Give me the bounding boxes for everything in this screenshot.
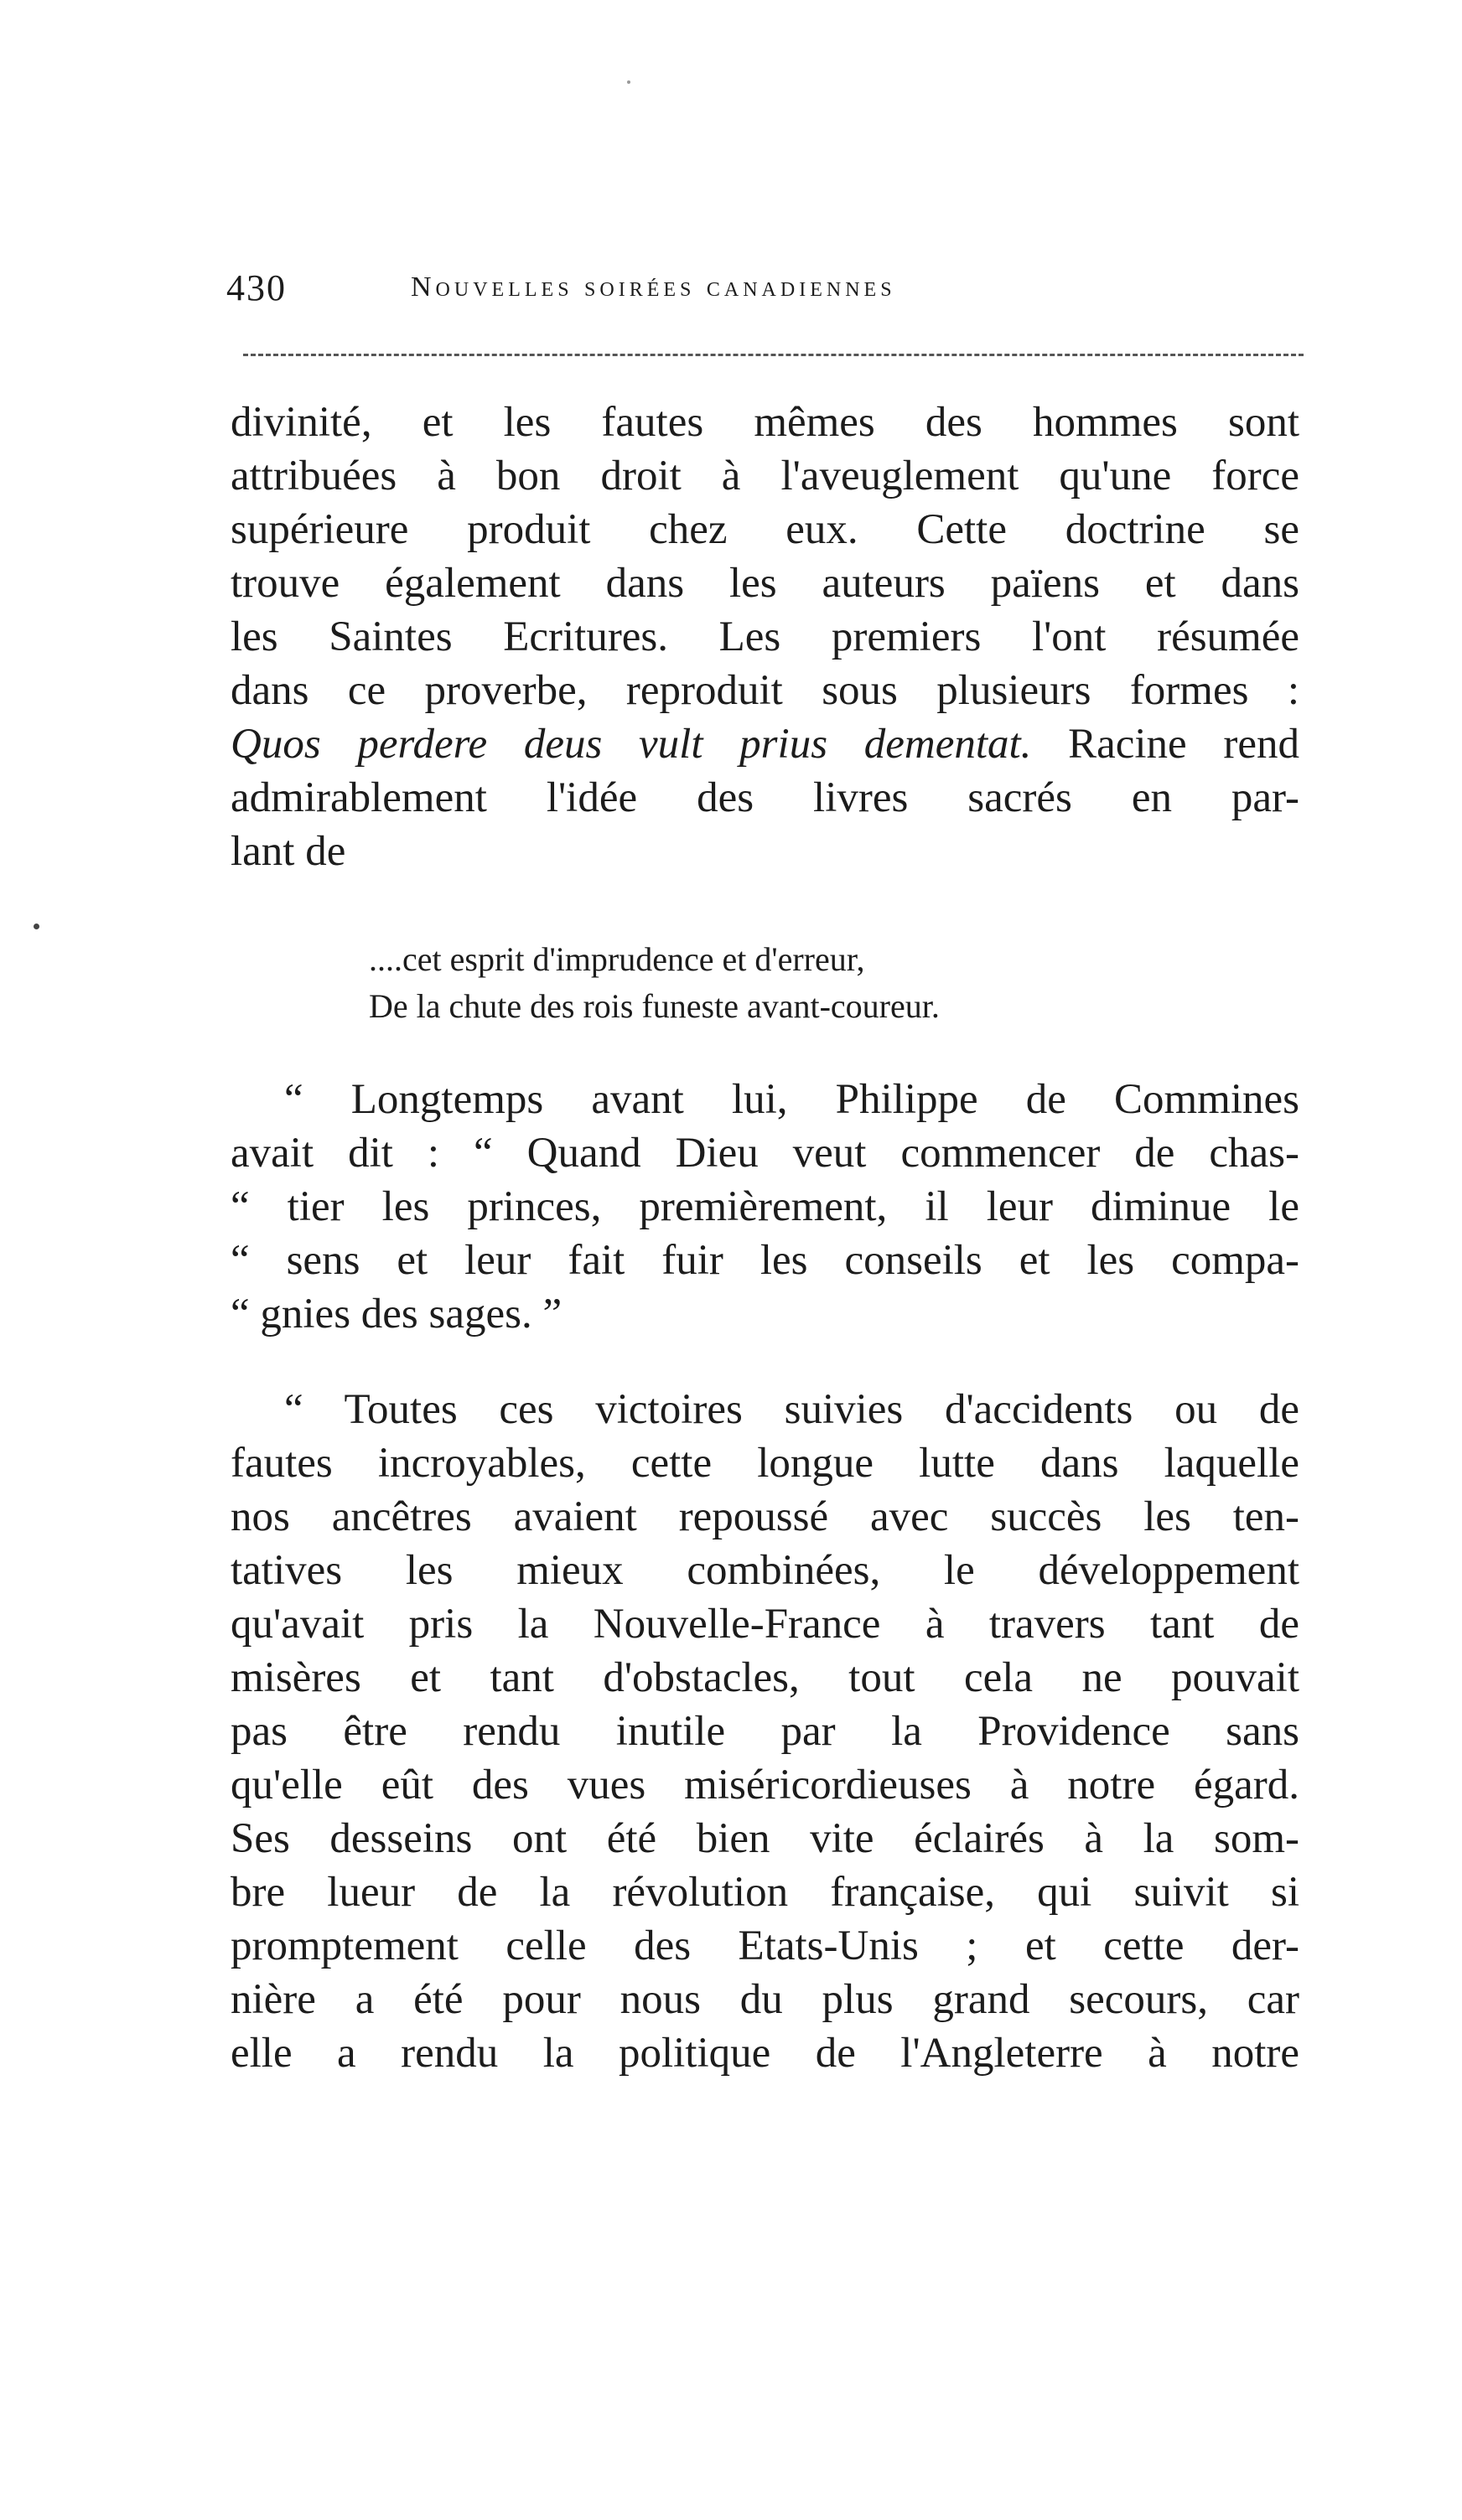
text-line: trouve également dans les auteurs païens et dans: [231, 560, 1299, 607]
verse-line: ....cet esprit d'imprudence et d'erreur,: [369, 940, 865, 978]
text-line: bre lueur de la révolution française, qui suivit si: [231, 1869, 1299, 1916]
ink-speck: [34, 924, 39, 929]
text-line: les Saintes Ecritures. Les premiers l'ont résumée: [231, 613, 1299, 660]
text-line: Ses desseins ont été bien vite éclairés à la som-: [231, 1815, 1299, 1862]
latin-quote: Quos perdere deus vult prius dementat.: [231, 721, 1032, 768]
ink-speck: [627, 80, 630, 84]
text-line: “ sens et leur fait fuir les conseils et les compa-: [231, 1237, 1299, 1284]
paragraph-1: [231, 396, 1299, 878]
text-line: dans ce proverbe, reproduit sous plusieurs formes :: [231, 667, 1299, 714]
verse-line: De la chute des rois funeste avant-coureur.: [369, 987, 940, 1025]
text-line: nos ancêtres avaient repoussé avec succès les ten-: [231, 1493, 1299, 1540]
text-line: avait dit : “ Quand Dieu veut commencer de chas-: [231, 1130, 1299, 1177]
header-rule: [243, 354, 1304, 356]
text-line: nière a été pour nous du plus grand secours, car: [231, 1976, 1299, 2023]
paragraph-2: [231, 1073, 1299, 1341]
text-line: “ gnies des sages. ”: [231, 1291, 563, 1338]
text-line: [231, 717, 1299, 771]
text-line: pas être rendu inutile par la Providence sans: [231, 1708, 1299, 1755]
text-line: qu'elle eût des vues miséricordieuses à notre égard.: [231, 1762, 1299, 1809]
text-line: attribuées à bon droit à l'aveuglement qu'une force: [231, 453, 1299, 499]
verse-quotation: [369, 936, 1207, 1030]
text-line: promptement celle des Etats-Unis ; et cette der-: [231, 1922, 1299, 1969]
text-fragment: Racine rend: [1031, 721, 1299, 768]
text-line: divinité, et les fautes mêmes des hommes sont: [231, 399, 1299, 446]
text-line: qu'avait pris la Nouvelle-France à travers tant de: [231, 1601, 1299, 1648]
text-line: “ tier les princes, premièrement, il leur diminue le: [231, 1183, 1299, 1230]
paragraph-3: [231, 1383, 1299, 2080]
text-line: lant de: [231, 828, 346, 875]
text-line: fautes incroyables, cette longue lutte dans laquelle: [231, 1440, 1299, 1487]
page-header: [226, 266, 1308, 317]
running-title: Nouvelles soirées canadiennes: [411, 272, 896, 303]
text-line: “ Toutes ces victoires suivies d'accidents ou de: [284, 1386, 1299, 1433]
text-line: “ Longtemps avant lui, Philippe de Commines: [284, 1076, 1299, 1123]
text-line: tatives les mieux combinées, le développement: [231, 1547, 1299, 1594]
text-line: elle a rendu la politique de l'Angleterre à notre: [231, 2030, 1299, 2077]
text-line: admirablement l'idée des livres sacrés en par-: [231, 774, 1299, 821]
page-number: 430: [226, 267, 287, 308]
text-line: supérieure produit chez eux. Cette doctrine se: [231, 506, 1299, 553]
text-line: misères et tant d'obstacles, tout cela ne pouvait: [231, 1654, 1299, 1701]
